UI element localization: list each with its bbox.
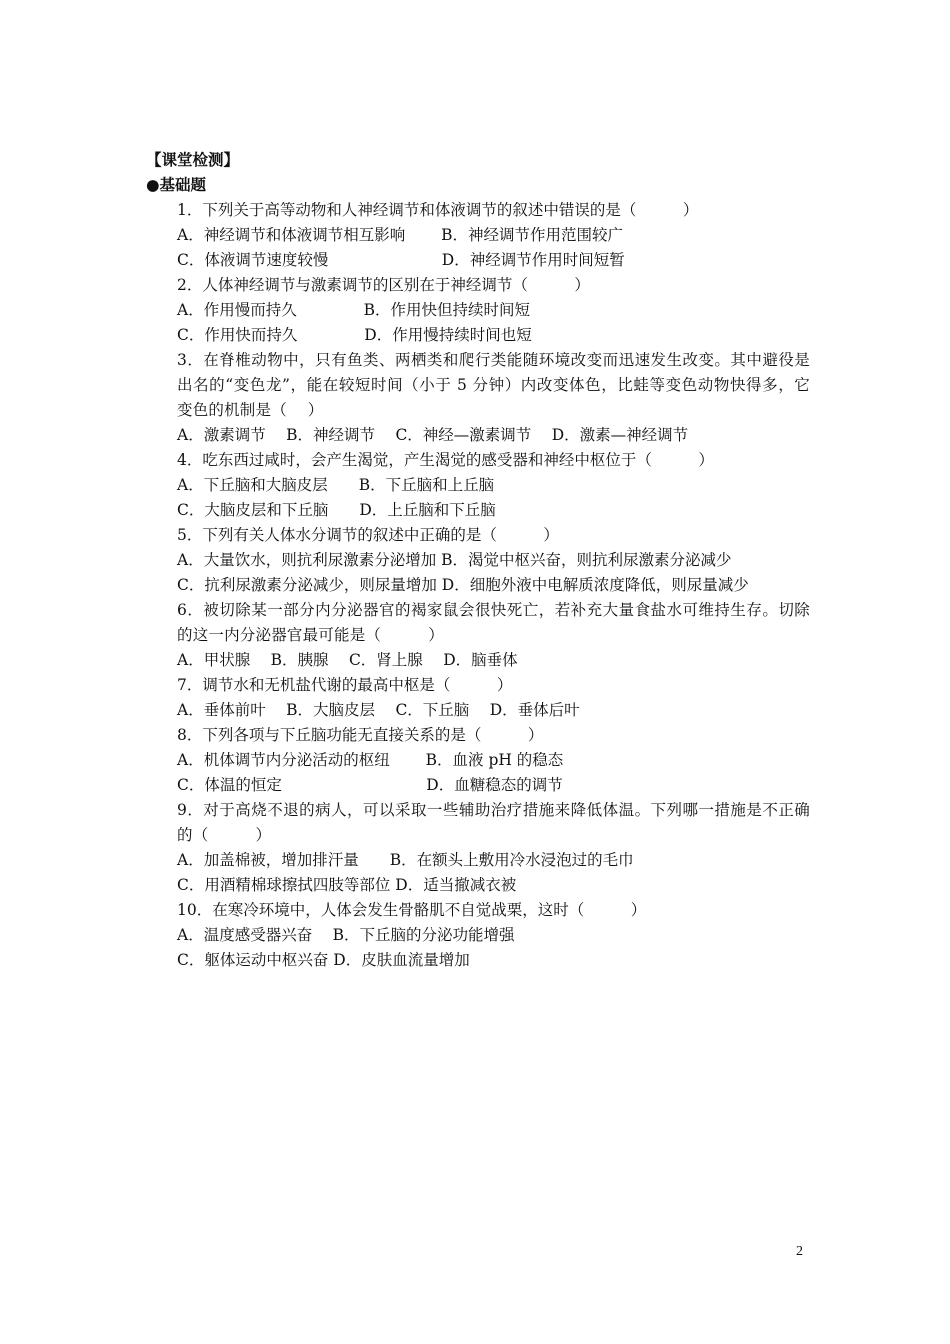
question-9-options-ab: A．加盖棉被，增加排汗量 B．在额头上敷用冷水浸泡过的毛巾 <box>177 851 634 869</box>
question-10: 10．在寒冷环境中，人体会发生骨骼肌不自觉战栗，这时（ ） <box>177 901 647 919</box>
question-6: 6．被切除某一部分内分泌器官的褐家鼠会很快死亡，若补充大量食盐水可维持生存。切除的这一内分泌器官最可能是（ ） <box>177 601 810 644</box>
question-2: 2．人体神经调节与激素调节的区别在于神经调节（ ） <box>177 276 590 294</box>
question-5-options-cd: C．抗利尿激素分泌减少，则尿量增加 D．细胞外液中电解质浓度降低，则尿量减少 <box>177 576 749 594</box>
question-7-options: A．垂体前叶 B．大脑皮层 C．下丘脑 D．垂体后叶 <box>177 701 580 719</box>
question-4: 4．吃东西过咸时，会产生渴觉，产生渴觉的感受器和神经中枢位于（ ） <box>177 451 714 469</box>
question-9-options-cd: C．用酒精棉球擦拭四肢等部位 D．适当撤减衣被 <box>177 876 517 894</box>
question-10-options-cd: C．躯体运动中枢兴奋 D．皮肤血流量增加 <box>177 951 470 969</box>
question-8: 8．下列各项与下丘脑功能无直接关系的是（ ） <box>177 726 544 744</box>
question-2-options-ab: A．作用慢而持久 B．作用快但持续时间短 <box>177 301 531 319</box>
question-4-options-ab: A．下丘脑和大脑皮层 B．下丘脑和上丘脑 <box>177 476 495 494</box>
question-3: 3．在脊椎动物中，只有鱼类、两栖类和爬行类能随环境改变而迅速发生改变。其中避役是出名的“变色龙”，能在较短时间（小于 5 分钟）内改变体色，比蛙等变色动物快得多，它变色的机制是（ ） <box>177 351 810 419</box>
question-8-options-cd: C．体温的恒定 D．血糖稳态的调节 <box>177 776 563 794</box>
section-subtitle: ●基础题 <box>146 176 207 194</box>
question-5-options-ab: A．大量饮水，则抗利尿激素分泌增加 B．渴觉中枢兴奋，则抗利尿激素分泌减少 <box>177 551 732 569</box>
question-5: 5．下列有关人体水分调节的叙述中正确的是（ ） <box>177 526 559 544</box>
question-7: 7．调节水和无机盐代谢的最高中枢是（ ） <box>177 676 513 694</box>
question-8-options-ab: A．机体调节内分泌活动的枢纽 B．血液 pH 的稳态 <box>177 751 564 769</box>
exercise-content <box>146 148 810 973</box>
question-4-options-cd: C．大脑皮层和下丘脑 D．上丘脑和下丘脑 <box>177 501 496 519</box>
page-number: 2 <box>796 1244 803 1259</box>
question-1-options-cd: C．体液调节速度较慢 D．神经调节作用时间短暂 <box>177 251 625 269</box>
question-1-options-ab: A．神经调节和体液调节相互影响 B．神经调节作用范围较广 <box>177 226 624 244</box>
question-3-options: A．激素调节 B．神经调节 C．神经—激素调节 D．激素—神经调节 <box>177 426 689 444</box>
question-9: 9．对于高烧不退的病人，可以采取一些辅助治疗措施来降低体温。下列哪一措施是不正确的（ ） <box>177 801 810 844</box>
question-2-options-cd: C．作用快而持久 D．作用慢持续时间也短 <box>177 326 532 344</box>
question-6-options: A．甲状腺 B．胰腺 C．肾上腺 D．脑垂体 <box>177 651 518 669</box>
question-1: 1．下列关于高等动物和人神经调节和体液调节的叙述中错误的是（ ） <box>177 201 699 219</box>
section-title: 【课堂检测】 <box>146 151 240 169</box>
question-10-options-ab: A．温度感受器兴奋 B．下丘脑的分泌功能增强 <box>177 926 515 944</box>
